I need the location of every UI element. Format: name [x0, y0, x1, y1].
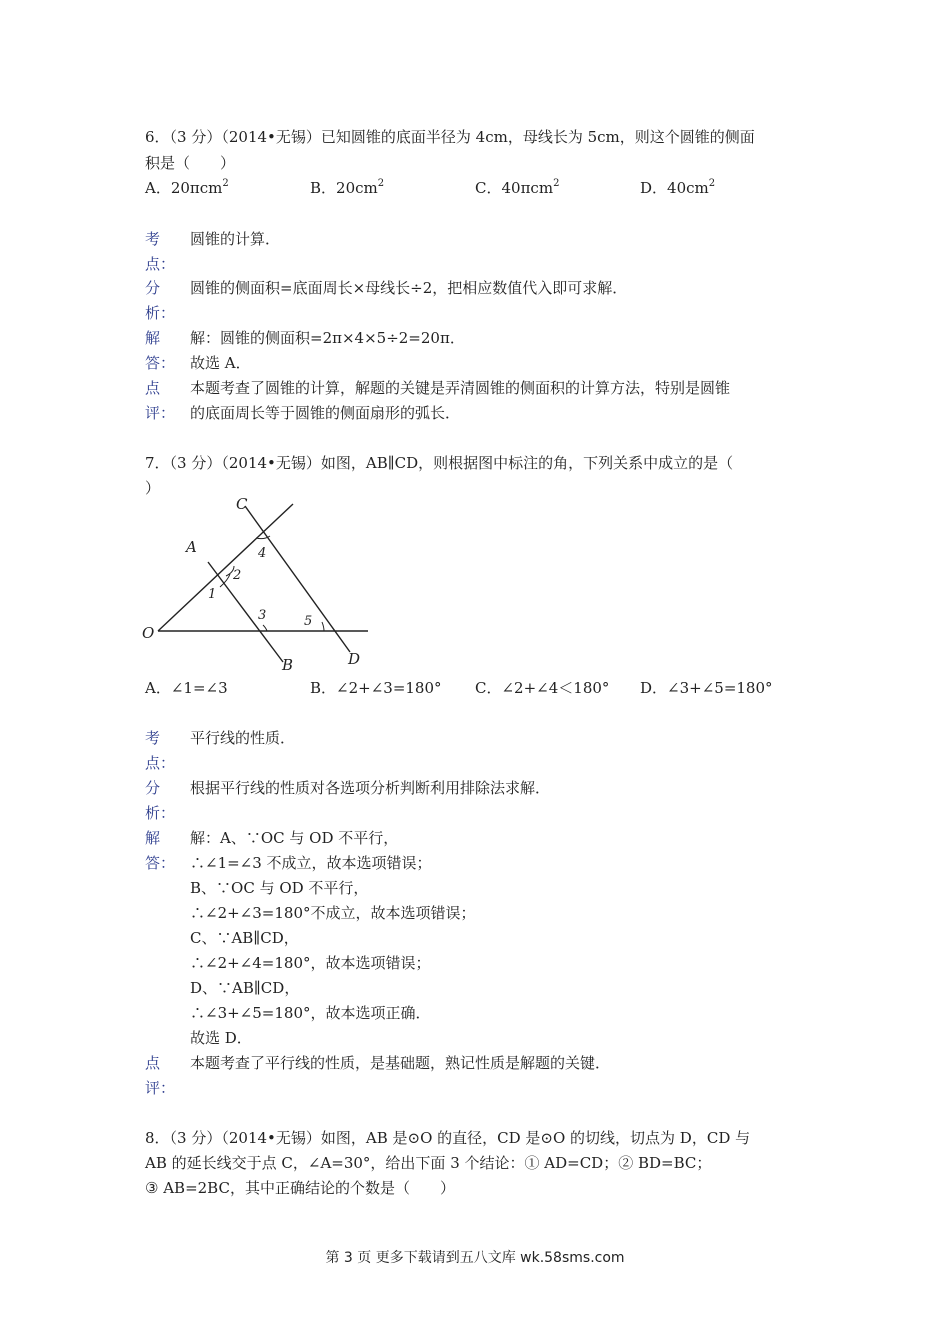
q7-jieda-line: ∴∠2+∠3=180°不成立，故本选项错误； — [190, 904, 476, 922]
label-o: O — [142, 624, 155, 642]
q7-jieda-line: ∴∠2+∠4=180°，故本选项错误； — [190, 954, 431, 972]
q8-stem-line2: AB 的延长线交于点 C，∠A=30°，给出下面 3 个结论：① AD=CD；② BD=BC； — [145, 1154, 712, 1172]
label-a: A — [186, 538, 197, 556]
label-angle-5: 5 — [304, 614, 313, 629]
label-d: D — [348, 650, 361, 668]
label-angle-1: 1 — [208, 587, 217, 602]
q7-jieda-line: C、∵AB∥CD， — [190, 929, 299, 947]
q6-option-a: A．20πcm$^2$ — [145, 178, 229, 197]
q7-option-d: D．∠3+∠5=180° — [640, 679, 773, 697]
q6-option-d: D．$40cm^2$ — [640, 178, 716, 197]
q6-fenxi-label-1: 分 — [145, 279, 161, 297]
q6-option-c: C．40πcm$^2$ — [475, 178, 560, 197]
q6-kaodian-label-1: 考 — [145, 230, 161, 248]
q6-fenxi-label-2: 析： — [145, 304, 176, 322]
q6-fenxi-text: 圆锥的侧面积=底面周长×母线长÷2，把相应数值代入即可求解． — [190, 279, 628, 297]
q6-jieda-text-1: 解：圆锥的侧面积=2π×4×5÷2=20π． — [190, 329, 465, 347]
q6-stem-line1: 6．（3 分）（2014•无锡）已知圆锥的底面半径为 4cm，母线长为 5cm，则这个圆锥的侧面 — [145, 128, 755, 146]
q6-kaodian-text: 圆锥的计算． — [190, 230, 281, 248]
q7-jieda-line: D、∵AB∥CD， — [190, 979, 300, 997]
q6-jieda-text-2: 故选 A． — [190, 354, 251, 372]
q7-fenxi-label-1: 分 — [145, 779, 161, 797]
line-oc — [158, 504, 293, 631]
q6-stem-line2: 积是（ ） — [145, 154, 236, 172]
q7-kaodian-label-1: 考 — [145, 729, 161, 747]
q7-stem-line2: ） — [145, 479, 161, 497]
q7-jieda-line: B、∵OC 与 OD 不平行， — [190, 879, 369, 897]
q6-kaodian-label-2: 点： — [145, 255, 176, 273]
q7-dianping-label-1: 点 — [145, 1054, 161, 1072]
q7-fenxi-label-2: 析： — [145, 804, 176, 822]
label-angle-3: 3 — [258, 608, 267, 623]
q7-dianping-label-2: 评： — [145, 1079, 176, 1097]
q6-dianping-text-2: 的底面周长等于圆锥的侧面扇形的弧长． — [190, 404, 461, 422]
label-angle-2: 2 — [233, 568, 242, 583]
q7-stem-line1: 7．（3 分）（2014•无锡）如图，AB∥CD，则根据图中标注的角，下列关系中成立的是（ — [145, 454, 734, 472]
q6-dianping-text-1: 本题考查了圆锥的计算，解题的关键是弄清圆锥的侧面积的计算方法，特别是圆锥 — [190, 379, 731, 397]
q6-dianping-label-1: 点 — [145, 379, 161, 397]
angle-5-arc — [322, 622, 324, 631]
q7-fenxi-text: 根据平行线的性质对各选项分析判断利用排除法求解． — [190, 779, 551, 797]
q7-jieda-label-2: 答： — [145, 854, 176, 872]
label-c: C — [236, 495, 248, 513]
q8-stem-line1: 8．（3 分）（2014•无锡）如图，AB 是⊙O 的直径，CD 是⊙O 的切线，切点为 D，CD 与 — [145, 1129, 751, 1147]
q7-option-a: A．∠1=∠3 — [145, 679, 228, 697]
angle-3-arc — [263, 625, 267, 631]
q7-jieda-line: ∴∠1=∠3 不成立，故本选项错误； — [190, 854, 432, 872]
q7-option-c: C．∠2+∠4＜180° — [475, 679, 610, 697]
q7-option-b: B．∠2+∠3=180° — [310, 679, 442, 697]
q7-kaodian-text: 平行线的性质． — [190, 729, 296, 747]
label-b: B — [282, 656, 294, 674]
q7-jieda-label-1: 解 — [145, 829, 161, 847]
line-ab — [208, 562, 283, 662]
q6-dianping-label-2: 评： — [145, 404, 176, 422]
q7-jieda-line: ∴∠3+∠5=180°，故本选项正确． — [190, 1004, 431, 1022]
q8-stem-line3: ③ AB=2BC，其中正确结论的个数是（ ） — [145, 1179, 455, 1197]
q7-dianping-text: 本题考查了平行线的性质，是基础题，熟记性质是解题的关键． — [190, 1054, 611, 1072]
q7-figure — [138, 492, 378, 677]
q7-jieda-line: 故选 D． — [190, 1029, 252, 1047]
line-cd — [245, 506, 350, 652]
q6-jieda-label-2: 答： — [145, 354, 176, 372]
label-angle-4: 4 — [258, 546, 267, 561]
q6-jieda-label-1: 解 — [145, 329, 161, 347]
q7-kaodian-label-2: 点： — [145, 754, 176, 772]
q7-jieda-line: 解：A、∵OC 与 OD 不平行， — [190, 829, 399, 847]
page-footer: 第 3 页 更多下载请到五八文库 wk.58sms.com — [325, 1250, 625, 1266]
q6-option-b: B．$20cm^2$ — [310, 178, 385, 197]
